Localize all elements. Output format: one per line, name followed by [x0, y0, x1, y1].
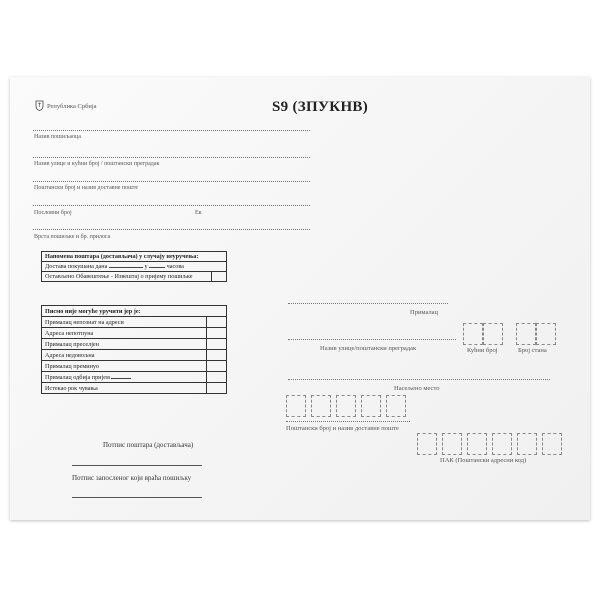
page-title: S9 (ЗПУКНВ) [272, 99, 369, 115]
sender-name-label: Назив пошиљаоца [34, 134, 81, 140]
postman-note-table [41, 251, 227, 282]
pak-box[interactable] [542, 433, 562, 455]
postcode-box[interactable] [361, 395, 381, 417]
pak-box[interactable] [467, 433, 487, 455]
place-line [288, 379, 550, 380]
reason-checkbox[interactable] [207, 339, 227, 350]
reason-checkbox[interactable] [207, 317, 227, 328]
pak-label: ПАК (Поштански адресни код) [440, 457, 527, 464]
ek-label: Ек [195, 210, 202, 216]
note-header: Напомена поштара (достављача) у случају неуручења: [42, 252, 227, 262]
pak-box[interactable] [517, 433, 537, 455]
sender-street-line [33, 157, 310, 158]
house-number-box[interactable] [463, 323, 483, 345]
item-type-label: Врста пошиљке и бр. прилога [34, 234, 111, 240]
reason-item: Прималац непознат на адреси [42, 317, 207, 328]
recipient-street-label: Назив улице/поштански преградак [320, 345, 417, 352]
postcode-line [286, 421, 410, 422]
postcode-box[interactable] [336, 395, 356, 417]
reason-header: Писмо није могуће уручити јер је: [42, 306, 227, 317]
recipient-street-line [288, 339, 456, 340]
business-number-label: Пословни број [34, 210, 72, 216]
pak-box[interactable] [492, 433, 512, 455]
reason-item: Адреса недовољна [42, 350, 207, 361]
postcode-box[interactable] [286, 395, 306, 417]
reason-checkbox[interactable] [207, 350, 227, 361]
notice-left-row: Остављено Обавештење - Извештај о пријему пошиљке [42, 272, 212, 282]
recipient-label: Прималац [410, 309, 439, 316]
reason-item: Истекао рок чувања [42, 383, 207, 394]
postcode-label: Поштански број и назив доставне поште [286, 425, 399, 432]
item-type-line [33, 229, 310, 230]
pak-box[interactable] [442, 433, 462, 455]
delivery-attempt-row: Достава покушана дана у часова [42, 262, 227, 272]
place-label: Насељено место [394, 385, 440, 392]
sender-name-line [33, 130, 310, 131]
apartment-number-label: Број стана [518, 347, 547, 354]
apartment-number-box[interactable] [536, 323, 556, 345]
reason-checkbox[interactable] [207, 372, 227, 383]
envelope-form [10, 77, 590, 520]
house-number-label: Кућни број [467, 347, 498, 354]
reason-checkbox[interactable] [207, 383, 227, 394]
postcode-box[interactable] [311, 395, 331, 417]
reason-checkbox[interactable] [207, 361, 227, 372]
postman-signature-label: Потпис поштара (достављача) [103, 441, 194, 449]
employee-signature-label: Потпис запосленог који враћа пошиљку [72, 474, 192, 482]
reason-item: Адреса непотпуна [42, 328, 207, 339]
house-number-box[interactable] [483, 323, 503, 345]
sender-street-label: Назив улице и кућни број / поштански преградак [34, 161, 160, 167]
notice-checkbox[interactable] [211, 272, 226, 282]
employee-signature-line [72, 497, 202, 498]
reason-item: Прималац одбија пријем [42, 372, 207, 383]
sender-postcode-line [33, 181, 310, 182]
sender-postcode-label: Поштански број и назив доставне поште [34, 185, 139, 191]
undeliverable-reason-table [41, 305, 227, 394]
business-number-line [33, 205, 310, 206]
recipient-line [288, 303, 448, 304]
apartment-number-box[interactable] [516, 323, 536, 345]
republic-label: Република Србија [47, 103, 97, 110]
reason-checkbox[interactable] [207, 328, 227, 339]
coat-of-arms-icon [35, 100, 44, 111]
postcode-box[interactable] [386, 395, 406, 417]
reason-item: Прималац преминуо [42, 361, 207, 372]
postman-signature-line [72, 465, 202, 466]
pak-box[interactable] [417, 433, 437, 455]
reason-item: Прималац преселјен [42, 339, 207, 350]
